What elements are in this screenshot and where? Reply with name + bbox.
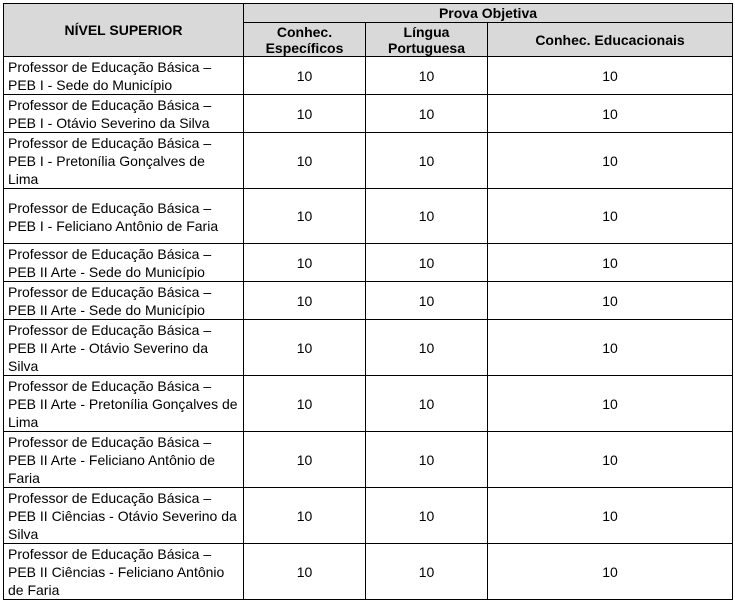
table-row	[4, 57, 733, 95]
row-lingua-portuguesa: 10	[366, 189, 488, 244]
table-row	[4, 282, 733, 320]
table-row	[4, 544, 733, 600]
row-conhec-educacionais: 10	[488, 376, 733, 432]
vacancy-table	[3, 3, 733, 600]
header-lingua-portuguesa: Língua Portuguesa	[366, 23, 488, 57]
table-row	[4, 95, 733, 133]
header-conhec-educacionais: Conhec. Educacionais	[488, 23, 733, 57]
row-conhec-especificos: 10	[244, 432, 366, 488]
row-cargo: Professor de Educação Básica – PEB II Arte - Otávio Severino da Silva	[4, 320, 244, 376]
row-cargo: Professor de Educação Básica – PEB II Arte - Sede do Município	[4, 282, 244, 320]
row-cargo: Professor de Educação Básica – PEB I - Feliciano Antônio de Faria	[4, 189, 244, 244]
table-row	[4, 488, 733, 544]
row-lingua-portuguesa: 10	[366, 282, 488, 320]
row-cargo: Professor de Educação Básica – PEB II Arte - Feliciano Antônio de Faria	[4, 432, 244, 488]
row-conhec-especificos: 10	[244, 320, 366, 376]
row-lingua-portuguesa: 10	[366, 376, 488, 432]
row-conhec-especificos: 10	[244, 95, 366, 133]
row-cargo: Professor de Educação Básica – PEB II Arte - Sede do Município	[4, 244, 244, 282]
row-conhec-especificos: 10	[244, 488, 366, 544]
header-prova-objetiva: Prova Objetiva	[244, 4, 733, 23]
table-row	[4, 189, 733, 244]
row-conhec-educacionais: 10	[488, 57, 733, 95]
row-lingua-portuguesa: 10	[366, 133, 488, 189]
row-conhec-educacionais: 10	[488, 488, 733, 544]
row-lingua-portuguesa: 10	[366, 488, 488, 544]
row-lingua-portuguesa: 10	[366, 320, 488, 376]
row-conhec-educacionais: 10	[488, 95, 733, 133]
header-row-1	[4, 4, 733, 23]
row-cargo: Professor de Educação Básica – PEB I - Otávio Severino da Silva	[4, 95, 244, 133]
row-conhec-especificos: 10	[244, 244, 366, 282]
table-row	[4, 320, 733, 376]
row-conhec-especificos: 10	[244, 376, 366, 432]
row-conhec-especificos: 10	[244, 57, 366, 95]
row-conhec-educacionais: 10	[488, 133, 733, 189]
row-conhec-educacionais: 10	[488, 244, 733, 282]
row-conhec-educacionais: 10	[488, 282, 733, 320]
row-conhec-especificos: 10	[244, 544, 366, 600]
row-conhec-educacionais: 10	[488, 320, 733, 376]
header-conhec-especificos: Conhec. Específicos	[244, 23, 366, 57]
row-cargo: Professor de Educação Básica – PEB II Ciências - Otávio Severino da Silva	[4, 488, 244, 544]
table-row	[4, 133, 733, 189]
row-conhec-educacionais: 10	[488, 432, 733, 488]
row-lingua-portuguesa: 10	[366, 95, 488, 133]
row-conhec-especificos: 10	[244, 282, 366, 320]
row-cargo: Professor de Educação Básica – PEB II Arte - Pretonília Gonçalves de Lima	[4, 376, 244, 432]
table-row	[4, 432, 733, 488]
row-conhec-especificos: 10	[244, 189, 366, 244]
row-lingua-portuguesa: 10	[366, 544, 488, 600]
header-nivel-superior: NÍVEL SUPERIOR	[4, 4, 244, 57]
row-conhec-educacionais: 10	[488, 189, 733, 244]
table-row	[4, 244, 733, 282]
table-row	[4, 376, 733, 432]
row-lingua-portuguesa: 10	[366, 244, 488, 282]
row-conhec-educacionais: 10	[488, 544, 733, 600]
row-conhec-especificos: 10	[244, 133, 366, 189]
row-cargo: Professor de Educação Básica – PEB I - Pretonília Gonçalves de Lima	[4, 133, 244, 189]
row-cargo: Professor de Educação Básica – PEB I - Sede do Município	[4, 57, 244, 95]
row-cargo: Professor de Educação Básica – PEB II Ciências - Feliciano Antônio de Faria	[4, 544, 244, 600]
row-lingua-portuguesa: 10	[366, 432, 488, 488]
row-lingua-portuguesa: 10	[366, 57, 488, 95]
